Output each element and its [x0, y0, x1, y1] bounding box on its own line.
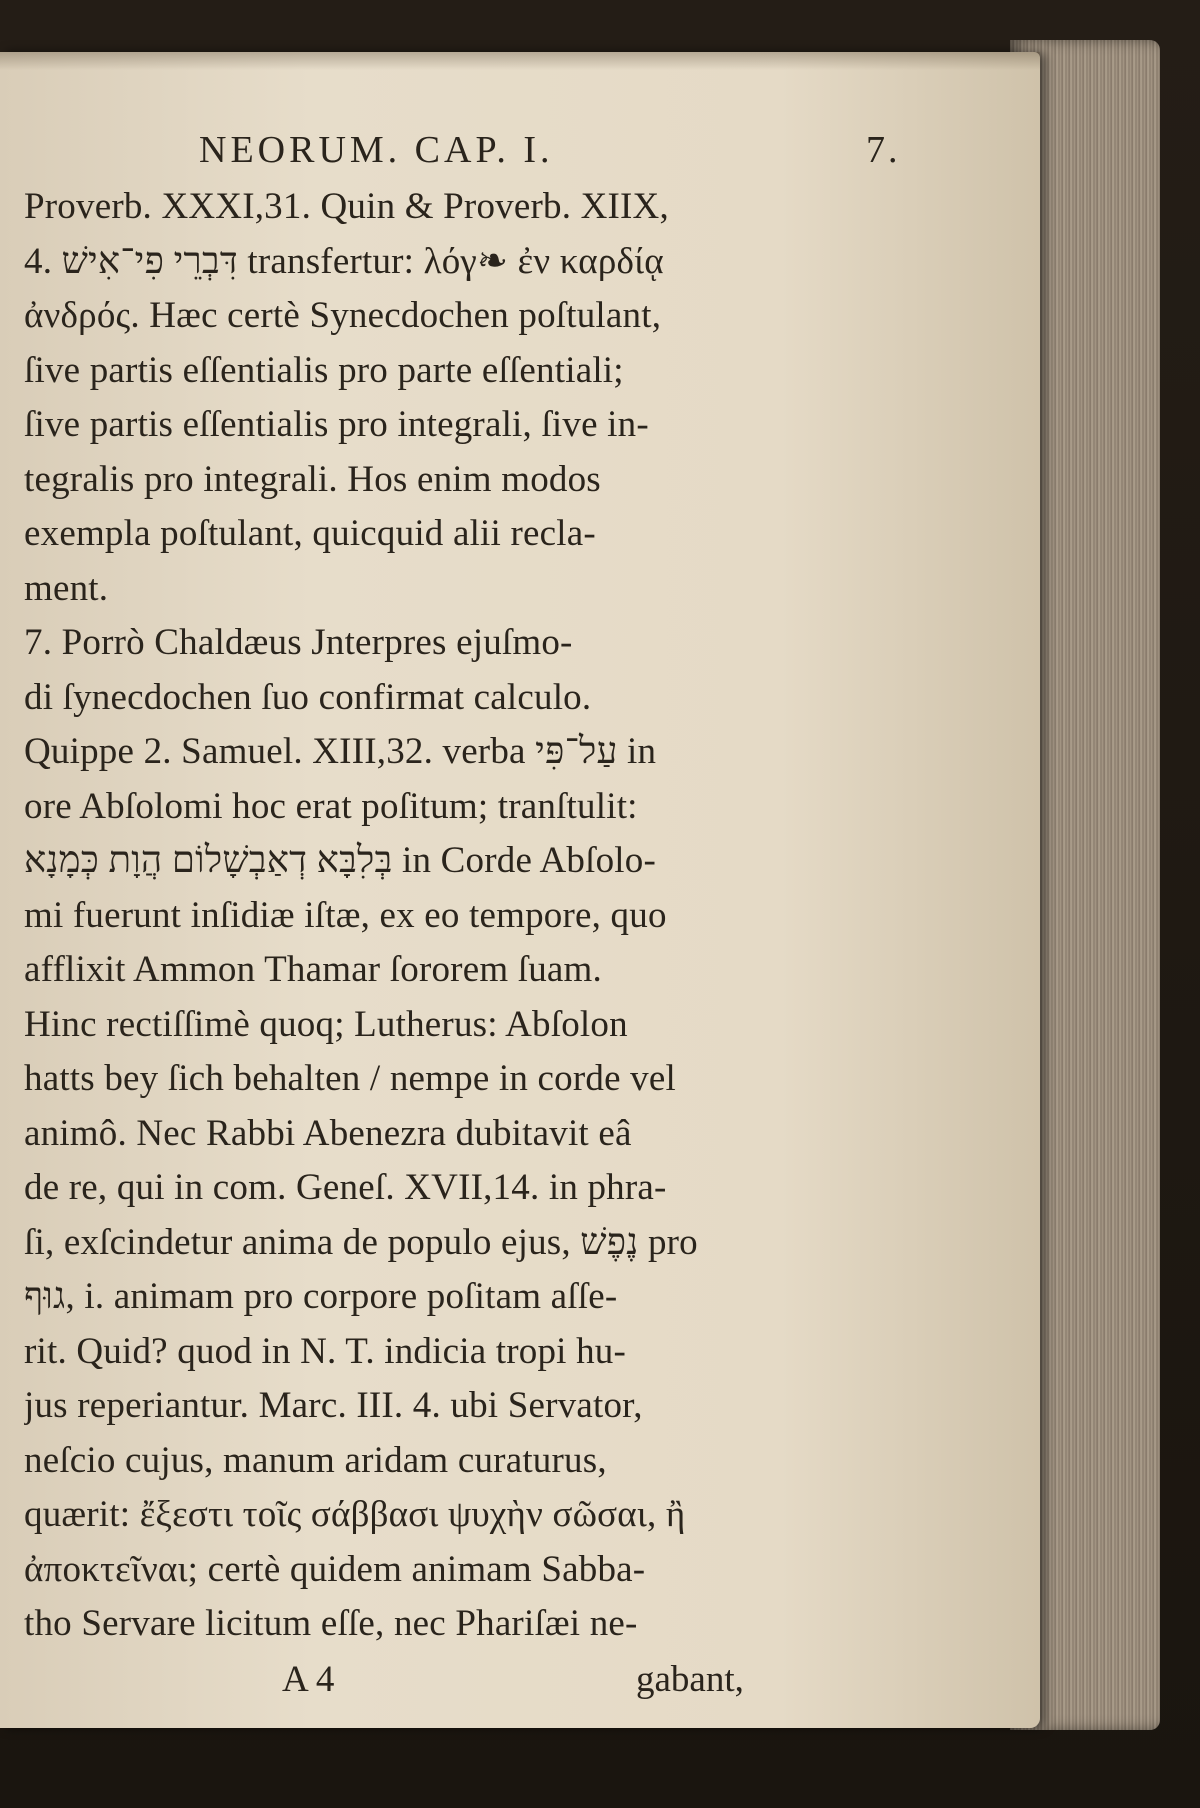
text-line: Quippe 2. Samuel. XIII,32. verba עַל־פִּי in: [24, 731, 657, 772]
running-head: [24, 128, 1004, 180]
page-shadow: [0, 52, 1040, 70]
text-line: rit. Quid? quod in N. T. indicia tropi hu-: [24, 1330, 627, 1372]
text-line: בְּלִבָּא דְאַבְשָׁלוֹם הֲוָת כְּמָנָא in Corde Abſolo-: [24, 840, 657, 881]
text-line: Hinc rectiſſimè quoq; Lutherus: Abſolon: [24, 1003, 628, 1045]
text-line: ment.: [24, 567, 109, 609]
text-block: [24, 128, 1004, 1708]
text-line: quærit: ἔξεστι τοῖς σάββασι ψυχὴν σῶσαι, ἢ: [24, 1494, 686, 1535]
text-line: di ſynecdochen ſuo confirmat calculo.: [24, 676, 592, 718]
text-line: exempla poſtulant, quicquid alii recla-: [24, 513, 596, 554]
text-line: Proverb. XXXI,31. Quin & Proverb. XIIX,: [24, 186, 669, 227]
page-number: 7.: [866, 129, 901, 171]
text-line: animô. Nec Rabbi Abenezra dubitavit eâ: [24, 1112, 632, 1154]
book-page: [0, 52, 1040, 1728]
text-line: 7. Porrò Chaldæus Jnterpres ejuſmo-: [24, 622, 573, 663]
text-line: ἀποκτεῖναι; certè quidem animam Sabba-: [24, 1548, 646, 1590]
text-line: ſi, exſcindetur anima de populo ejus, נֶפֶשׁ pro: [24, 1221, 698, 1263]
catchword: gabant,: [636, 1658, 744, 1700]
text-line: mi fuerunt inſidiæ iſtæ, ex eo tempore, quo: [24, 894, 667, 936]
signature-mark: A 4: [282, 1658, 335, 1700]
text-line: neſcio cujus, manum aridam curaturus,: [24, 1439, 607, 1481]
footer-line: [24, 1652, 824, 1708]
body-text: [24, 180, 1004, 1652]
text-line: ἀνδρός. Hæc certè Synecdochen poſtulant,: [24, 295, 662, 336]
text-line: גוּף, i. animam pro corpore poſitam aſſe-: [24, 1276, 618, 1317]
text-line: tegralis pro integrali. Hos enim modos: [24, 458, 601, 500]
text-line: ore Abſolomi hoc erat poſitum; tranſtulit:: [24, 785, 638, 827]
text-line: ſive partis eſſentialis pro parte eſſentiali;: [24, 349, 624, 391]
text-line: de re, qui in com. Geneſ. XVII,14. in phra-: [24, 1167, 667, 1208]
text-line: hatts bey ſich behalten / nempe in corde vel: [24, 1058, 676, 1099]
text-line: afflixit Ammon Thamar ſororem ſuam.: [24, 949, 602, 990]
text-line: 4. דִּבְרֵי פִי־אִישׁ transfertur: λόγ❧ ἐν καρδίᾳ: [24, 240, 664, 282]
running-head-title: NEORUM. CAP. I.: [199, 129, 554, 171]
text-line: ſive partis eſſentialis pro integrali, ſive in-: [24, 404, 649, 445]
text-line: jus reperiantur. Marc. III. 4. ubi Servator,: [24, 1385, 643, 1426]
text-line: tho Servare licitum eſſe, nec Phariſæi ne-: [24, 1603, 638, 1644]
